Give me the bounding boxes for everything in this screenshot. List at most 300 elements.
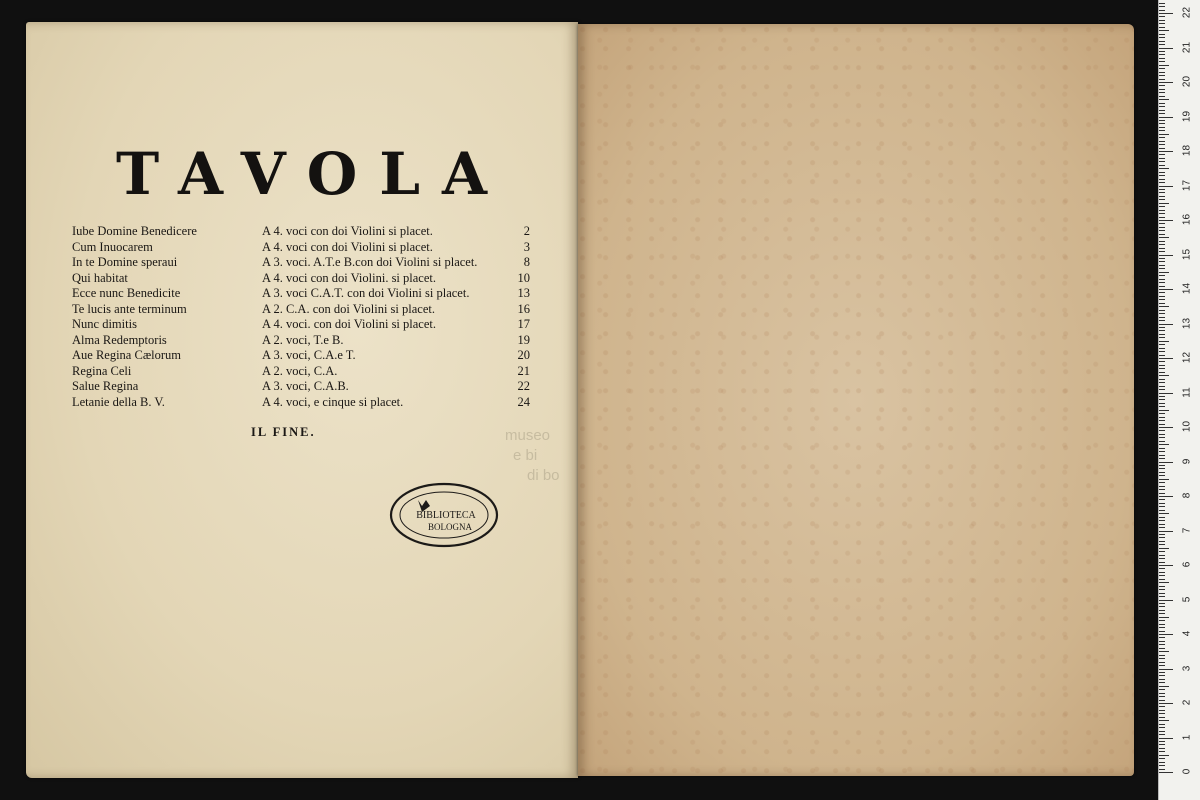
ruler-tick <box>1159 213 1165 214</box>
ruler-tick <box>1159 313 1165 314</box>
ruler-tick <box>1159 465 1165 466</box>
ruler-label: 7 <box>1181 527 1193 533</box>
table-of-contents <box>72 224 552 410</box>
ruler-tick <box>1159 589 1165 590</box>
toc-voicing: A 2. voci, T.e B. <box>262 332 344 347</box>
toc-piece-title: Regina Celi <box>72 363 132 378</box>
watermark-line: museo <box>505 427 551 444</box>
ruler-tick <box>1159 679 1165 680</box>
ruler-tick <box>1159 137 1165 138</box>
toc-voicing: A 4. voci con doi Violini si placet. <box>262 239 433 254</box>
ruler-tick <box>1159 386 1165 387</box>
ruler-tick <box>1159 44 1165 45</box>
measurement-ruler <box>1158 0 1200 800</box>
ruler-label: 9 <box>1181 458 1193 464</box>
ruler-tick <box>1159 210 1165 211</box>
ruler-tick <box>1159 555 1165 556</box>
ruler-tick <box>1159 79 1165 80</box>
ruler-tick <box>1159 610 1165 611</box>
ruler-tick <box>1159 651 1169 652</box>
ruler-tick <box>1159 734 1165 735</box>
ruler-tick <box>1159 158 1165 159</box>
svg-text:BOLOGNA: BOLOGNA <box>428 522 472 532</box>
toc-piece-title: Letanie della B. V. <box>72 394 165 409</box>
library-stamp <box>388 480 500 550</box>
ruler-tick <box>1159 544 1165 545</box>
ruler-tick <box>1159 41 1165 42</box>
ruler-tick <box>1159 755 1169 756</box>
ruler-tick <box>1159 475 1165 476</box>
ruler-tick <box>1159 61 1165 62</box>
ruler-tick <box>1159 144 1165 145</box>
ruler-tick <box>1159 524 1165 525</box>
ruler-tick <box>1159 593 1165 594</box>
ruler-tick <box>1159 251 1165 252</box>
ruler-tick <box>1159 624 1165 625</box>
toc-page-number: 19 <box>517 332 530 347</box>
ruler-tick <box>1159 562 1165 563</box>
ruler-tick <box>1159 334 1165 335</box>
ruler-tick <box>1159 65 1169 66</box>
ruler-tick <box>1159 85 1165 86</box>
ruler-tick <box>1159 341 1169 342</box>
ruler-tick <box>1159 717 1165 718</box>
toc-page-number: 21 <box>517 363 530 378</box>
toc-row <box>72 364 552 380</box>
ruler-tick <box>1159 10 1165 11</box>
ruler-tick <box>1159 420 1165 421</box>
ruler-tick <box>1159 292 1165 293</box>
ruler-tick <box>1159 13 1173 14</box>
ruler-tick <box>1159 117 1173 118</box>
ruler-label: 4 <box>1181 630 1193 637</box>
ruler-tick <box>1159 582 1169 583</box>
right-cover-page <box>578 24 1134 776</box>
ruler-tick <box>1159 631 1165 632</box>
ruler-tick <box>1159 223 1165 224</box>
ruler-tick <box>1159 244 1165 245</box>
ruler-tick <box>1159 444 1169 445</box>
toc-row <box>72 255 552 271</box>
ruler-tick <box>1159 531 1173 532</box>
toc-page-number: 17 <box>517 317 530 331</box>
toc-voicing: A 4. voci. con doi Violini si placet. <box>262 317 436 331</box>
ruler-tick <box>1159 320 1165 321</box>
toc-piece-title: Aue Regina Cælorum <box>72 348 182 362</box>
ruler-tick <box>1159 748 1165 749</box>
ruler-tick <box>1159 769 1165 770</box>
ruler-tick <box>1159 130 1165 131</box>
ruler-tick <box>1159 558 1165 559</box>
ruler-tick <box>1159 368 1165 369</box>
ruler-label: 2 <box>1181 699 1193 706</box>
toc-piece-title: Nunc dimitis <box>72 317 137 331</box>
ruler-tick <box>1159 151 1173 152</box>
ruler-tick <box>1159 186 1173 187</box>
toc-piece-title: Ecce nunc Benedicite <box>72 286 181 300</box>
ruler-tick <box>1159 265 1165 266</box>
toc-voicing: A 2. C.A. con doi Violini si placet. <box>262 301 435 316</box>
ruler-tick <box>1159 20 1165 21</box>
ruler-tick <box>1159 237 1169 238</box>
ruler-tick <box>1159 710 1165 711</box>
ruler-tick <box>1159 103 1165 104</box>
toc-page-number: 10 <box>517 270 530 285</box>
ruler-tick <box>1159 620 1165 621</box>
toc-row <box>72 302 552 318</box>
toc-row <box>72 240 552 256</box>
ruler-tick <box>1159 82 1173 83</box>
ruler-label: 0 <box>1181 768 1193 775</box>
ruler-tick <box>1159 54 1165 55</box>
ruler-label: 15 <box>1181 248 1193 260</box>
ruler-tick <box>1159 675 1165 676</box>
ruler-tick <box>1159 279 1165 280</box>
ruler-tick <box>1159 148 1165 149</box>
ruler-tick <box>1159 248 1165 249</box>
ruler-tick <box>1159 568 1165 569</box>
ruler-tick <box>1159 372 1165 373</box>
ruler-label: 5 <box>1181 596 1193 602</box>
ruler-tick <box>1159 665 1165 666</box>
toc-row <box>72 348 552 364</box>
ruler-tick <box>1159 517 1165 518</box>
ruler-label: 17 <box>1181 179 1193 191</box>
ruler-tick <box>1159 413 1165 414</box>
toc-row <box>72 333 552 349</box>
ruler-tick <box>1159 700 1165 701</box>
ruler-tick <box>1159 206 1165 207</box>
ruler-tick <box>1159 6 1165 7</box>
ruler-tick <box>1159 303 1165 304</box>
ruler-tick <box>1159 682 1165 683</box>
ruler-tick <box>1159 738 1173 739</box>
ruler-tick <box>1159 744 1165 745</box>
ruler-tick <box>1159 282 1165 283</box>
ruler-tick <box>1159 586 1165 587</box>
ruler-tick <box>1159 627 1165 628</box>
toc-row <box>72 224 552 240</box>
toc-voicing: A 2. voci, C.A. <box>262 363 338 378</box>
ruler-tick <box>1159 106 1165 107</box>
ruler-tick <box>1159 296 1165 297</box>
toc-voicing: A 3. voci, C.A.B. <box>262 379 349 393</box>
ruler-tick <box>1159 458 1165 459</box>
ruler-tick <box>1159 96 1165 97</box>
ruler-tick <box>1159 434 1165 435</box>
ruler-tick <box>1159 662 1165 663</box>
ruler-tick <box>1159 89 1165 90</box>
ruler-tick <box>1159 344 1165 345</box>
ruler-tick <box>1159 617 1169 618</box>
ruler-tick <box>1159 751 1165 752</box>
ruler-tick <box>1159 541 1165 542</box>
ruler-tick <box>1159 361 1165 362</box>
ruler-tick <box>1159 179 1165 180</box>
ruler-tick <box>1159 489 1165 490</box>
ruler-tick <box>1159 693 1165 694</box>
ruler-tick <box>1159 317 1165 318</box>
ruler-tick <box>1159 686 1169 687</box>
ruler-tick <box>1159 154 1165 155</box>
ruler-tick <box>1159 389 1165 390</box>
toc-row <box>72 286 552 302</box>
ruler-tick <box>1159 268 1165 269</box>
ruler-tick <box>1159 275 1165 276</box>
ruler-tick <box>1159 123 1165 124</box>
ruler-tick <box>1159 72 1165 73</box>
ruler-tick <box>1159 168 1169 169</box>
ruler-tick <box>1159 417 1165 418</box>
ruler-tick <box>1159 437 1165 438</box>
watermark-line: di bo <box>527 467 560 484</box>
ruler-tick <box>1159 227 1165 228</box>
ruler-tick <box>1159 648 1165 649</box>
ruler-tick <box>1159 758 1165 759</box>
ruler-tick <box>1159 403 1165 404</box>
toc-page-number: 13 <box>517 286 530 300</box>
ruler-tick <box>1159 310 1165 311</box>
ruler-tick <box>1159 127 1165 128</box>
ruler-tick <box>1159 272 1169 273</box>
ruler-tick <box>1159 30 1169 31</box>
ruler-tick <box>1159 430 1165 431</box>
end-text: IL FINE. <box>251 425 316 439</box>
ruler-tick <box>1159 410 1169 411</box>
ruler-tick <box>1159 299 1165 300</box>
ruler-tick <box>1159 286 1165 287</box>
ruler-tick <box>1159 203 1169 204</box>
toc-page-number: 3 <box>523 239 530 254</box>
ruler-tick <box>1159 448 1165 449</box>
ruler-label: 1 <box>1181 734 1193 740</box>
ruler-tick <box>1159 637 1165 638</box>
ruler-tick <box>1159 161 1165 162</box>
ruler-tick <box>1159 258 1165 259</box>
ruler-tick <box>1159 165 1165 166</box>
ruler-tick <box>1159 741 1165 742</box>
ruler-tick <box>1159 462 1173 463</box>
ruler-tick <box>1159 658 1165 659</box>
toc-piece-title: In te Domine speraui <box>72 255 178 269</box>
ruler-tick <box>1159 172 1165 173</box>
ruler-tick <box>1159 255 1173 256</box>
toc-voicing: A 4. voci, e cinque si placet. <box>262 394 404 409</box>
ruler-tick <box>1159 120 1165 121</box>
ruler-tick <box>1159 455 1165 456</box>
ruler-tick <box>1159 289 1173 290</box>
ruler-tick <box>1159 175 1165 176</box>
toc-page-number: 2 <box>523 224 530 238</box>
ruler-tick <box>1159 772 1173 773</box>
ruler-tick <box>1159 600 1173 601</box>
ruler-tick <box>1159 565 1173 566</box>
ruler-tick <box>1159 706 1165 707</box>
toc-voicing: A 4. voci con doi Violini. si placet. <box>262 270 436 285</box>
ruler-tick <box>1159 493 1165 494</box>
ruler-tick <box>1159 572 1165 573</box>
ruler-tick <box>1159 613 1165 614</box>
ruler-tick <box>1159 355 1165 356</box>
ruler-label: 22 <box>1181 6 1193 19</box>
ruler-label: 19 <box>1181 110 1193 122</box>
ruler-tick <box>1159 399 1165 400</box>
ruler-tick <box>1159 537 1165 538</box>
ruler-tick <box>1159 327 1165 328</box>
ruler-tick <box>1159 720 1169 721</box>
toc-piece-title: Iube Domine Benedicere <box>72 224 197 238</box>
ruler-tick <box>1159 655 1165 656</box>
ruler-label: 8 <box>1181 492 1193 499</box>
ruler-tick <box>1159 110 1165 111</box>
ruler-tick <box>1159 99 1169 100</box>
ruler-tick <box>1159 499 1165 500</box>
ruler-tick <box>1159 503 1165 504</box>
ruler-label: 20 <box>1181 75 1193 88</box>
ruler-tick <box>1159 51 1165 52</box>
ruler-tick <box>1159 182 1165 183</box>
ruler-tick <box>1159 603 1165 604</box>
ruler-tick <box>1159 337 1165 338</box>
ruler-tick <box>1159 641 1165 642</box>
toc-row <box>72 395 552 411</box>
ruler-label: 21 <box>1181 41 1193 53</box>
ruler-tick <box>1159 330 1165 331</box>
ruler-tick <box>1159 424 1165 425</box>
ruler-tick <box>1159 496 1173 497</box>
ruler-tick <box>1159 358 1173 359</box>
ruler-tick <box>1159 406 1165 407</box>
page-title: TAVOLA <box>116 140 510 208</box>
ruler-tick <box>1159 506 1165 507</box>
ruler-tick <box>1159 468 1165 469</box>
watermark-line: e bi <box>513 447 538 464</box>
toc-voicing: A 3. voci. A.T.e B.con doi Violini si placet. <box>262 255 478 269</box>
ruler-tick <box>1159 579 1165 580</box>
ruler-tick <box>1159 241 1165 242</box>
ruler-tick <box>1159 513 1169 514</box>
ruler-tick <box>1159 427 1173 428</box>
ruler-tick <box>1159 669 1173 670</box>
ruler-tick <box>1159 527 1165 528</box>
ruler-tick <box>1159 234 1165 235</box>
svg-text:BIBLIOTECA: BIBLIOTECA <box>416 510 476 521</box>
ruler-tick <box>1159 731 1165 732</box>
toc-page-number: 22 <box>517 379 530 393</box>
ruler-tick <box>1159 703 1173 704</box>
toc-page-number: 16 <box>517 301 530 316</box>
left-page <box>26 22 578 778</box>
ruler-tick <box>1159 606 1165 607</box>
ruler-tick <box>1159 762 1165 763</box>
ruler-tick <box>1159 375 1169 376</box>
ruler-label: 12 <box>1181 351 1193 364</box>
ruler-tick <box>1159 16 1165 17</box>
ruler-tick <box>1159 113 1165 114</box>
toc-voicing: A 3. voci C.A.T. con doi Violini si placet. <box>262 286 470 300</box>
toc-row <box>72 317 552 333</box>
toc-voicing: A 4. voci con doi Violini si placet. <box>262 224 433 238</box>
ruler-tick <box>1159 196 1165 197</box>
toc-row <box>72 271 552 287</box>
ruler-tick <box>1159 92 1165 93</box>
ruler-tick <box>1159 261 1165 262</box>
ruler-tick <box>1159 696 1165 697</box>
toc-piece-title: Cum Inuocarem <box>72 239 153 254</box>
ruler-tick <box>1159 441 1165 442</box>
ruler-tick <box>1159 596 1165 597</box>
ruler-tick <box>1159 479 1169 480</box>
ruler-tick <box>1159 520 1165 521</box>
ruler-tick <box>1159 306 1169 307</box>
ruler-tick <box>1159 396 1165 397</box>
ruler-tick <box>1159 348 1165 349</box>
ruler-tick <box>1159 189 1165 190</box>
ruler-tick <box>1159 134 1169 135</box>
ruler-tick <box>1159 510 1165 511</box>
ruler-tick <box>1159 230 1165 231</box>
toc-piece-title: Qui habitat <box>72 270 128 285</box>
watermark <box>505 426 560 486</box>
toc-page-number: 20 <box>517 348 530 362</box>
ruler-tick <box>1159 534 1165 535</box>
ruler-label: 6 <box>1181 561 1193 568</box>
ruler-tick <box>1159 37 1165 38</box>
ruler-tick <box>1159 727 1165 728</box>
ruler-tick <box>1159 199 1165 200</box>
ruler-tick <box>1159 644 1165 645</box>
ruler-tick <box>1159 48 1173 49</box>
ruler-label: 16 <box>1181 213 1193 226</box>
ruler-tick <box>1159 34 1165 35</box>
ruler-tick <box>1159 382 1165 383</box>
ruler-tick <box>1159 23 1165 24</box>
ruler-tick <box>1159 472 1165 473</box>
ruler-label: 11 <box>1181 386 1193 398</box>
ruler-tick <box>1159 575 1165 576</box>
ruler-tick <box>1159 217 1165 218</box>
ruler-label: 13 <box>1181 317 1193 329</box>
ruler-label: 3 <box>1181 665 1193 671</box>
ruler-tick <box>1159 365 1165 366</box>
toc-piece-title: Alma Redemptoris <box>72 332 167 347</box>
ruler-tick <box>1159 3 1165 4</box>
ruler-tick <box>1159 75 1165 76</box>
ruler-tick <box>1159 351 1165 352</box>
ruler-tick <box>1159 220 1173 221</box>
ruler-tick <box>1159 393 1173 394</box>
ruler-tick <box>1159 689 1165 690</box>
ruler-tick <box>1159 634 1173 635</box>
ruler-tick <box>1159 141 1165 142</box>
toc-page-number: 24 <box>517 394 530 409</box>
ruler-tick <box>1159 486 1165 487</box>
ruler-tick <box>1159 724 1165 725</box>
ruler-tick <box>1159 27 1165 28</box>
ruler-tick <box>1159 672 1165 673</box>
ruler-tick <box>1159 324 1173 325</box>
ruler-tick <box>1159 68 1165 69</box>
toc-voicing: A 3. voci, C.A.e T. <box>262 348 356 362</box>
ruler-tick <box>1159 451 1165 452</box>
ruler-label: 18 <box>1181 144 1193 157</box>
ruler-tick <box>1159 58 1165 59</box>
ruler-tick <box>1159 765 1165 766</box>
toc-page-number: 8 <box>523 255 530 269</box>
ruler-tick <box>1159 713 1165 714</box>
toc-piece-title: Te lucis ante terminum <box>72 301 187 316</box>
toc-row <box>72 379 552 395</box>
